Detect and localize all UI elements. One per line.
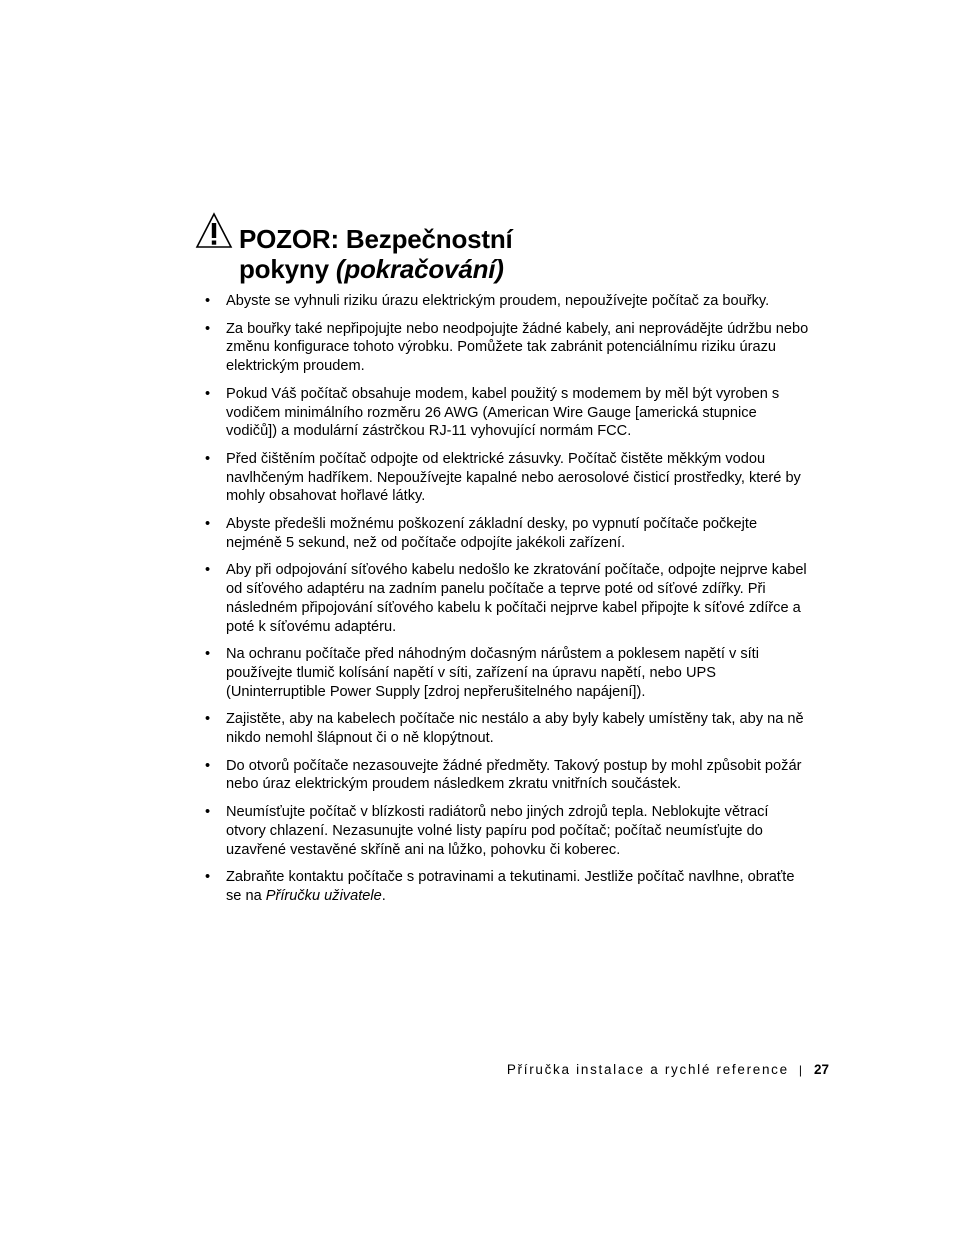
- list-item-text: Abyste se vyhnuli riziku úrazu elektrickým proudem, nepoužívejte počítač za bouřky.: [226, 293, 770, 309]
- list-item-text: Pokud Váš počítač obsahuje modem, kabel použitý s modemem by měl být vyroben s vodičem minimálního rozměru 26 AWG (American Wire Gauge [americká stupnice vodičů]) a modulární zástrčkou RJ-11 vyhovující normám FCC.: [226, 385, 780, 440]
- bullet-icon: •: [205, 804, 211, 821]
- heading-line-2-text: pokyny: [239, 254, 336, 284]
- bullet-icon: •: [205, 757, 211, 774]
- list-item: [205, 515, 810, 552]
- list-item-text: Zajistěte, aby na kabelech počítače nic nestálo a aby byly kabely umístěny tak, aby na ně nikdo nemohl šlápnout či o ně klopýtnout.: [226, 711, 804, 747]
- bullet-icon: •: [205, 646, 211, 663]
- bullet-icon: •: [205, 711, 211, 728]
- safety-instructions-list: [205, 292, 810, 915]
- heading-line-1: POZOR: Bezpečnostní: [239, 224, 513, 254]
- warning-triangle-icon: [195, 212, 233, 250]
- list-item-suffix: .: [381, 887, 386, 904]
- heading-line-2: [239, 254, 513, 284]
- bullet-icon: •: [205, 562, 211, 579]
- list-item: [205, 450, 810, 506]
- list-item-text: Zabraňte kontaktu počítače s potravinami a tekutinami. Jestliže počítač navlhne, obraťte se na: [226, 869, 795, 904]
- page-footer: [507, 1061, 829, 1079]
- list-item: [205, 710, 810, 747]
- manual-reference: Příručku uživatele: [265, 887, 382, 904]
- heading-continuation: (pokračování): [335, 254, 504, 284]
- list-item: [205, 803, 810, 859]
- list-item-text: Abyste předešli možnému poškození základní desky, po vypnutí počítače počkejte nejméně 5 sekund, než od počítače odpojíte jakékoli zařízení.: [226, 516, 758, 551]
- list-item: [205, 320, 810, 376]
- footer-title: Příručka instalace a rychlé reference: [506, 1062, 789, 1077]
- bullet-icon: •: [205, 385, 211, 402]
- bullet-icon: •: [205, 320, 211, 337]
- bullet-icon: •: [205, 869, 211, 886]
- footer-separator: |: [798, 1063, 802, 1077]
- list-item: [205, 868, 810, 905]
- page-number: 27: [813, 1062, 829, 1077]
- section-heading: [239, 224, 513, 284]
- list-item-text: Před čištěním počítač odpojte od elektrické zásuvky. Počítač čistěte měkkým vodou navlhčeným hadříkem. Nepoužívejte kapalné nebo aerosolové čisticí prostředky, které by mohly obsahovat hořlavé látky.: [226, 450, 801, 505]
- list-item-text: Za bouřky také nepřipojujte nebo neodpojujte žádné kabely, ani neprovádějte údržbu nebo změnu konfigurace tohoto výrobku. Pomůžete tak zabránit potenciálnímu riziku úrazu elektrickým proudem.: [226, 320, 809, 375]
- list-item-text: Na ochranu počítače před náhodným dočasným nárůstem a poklesem napětí v síti používejte tlumič kolísání napětí v síti, zařízení na úpravu napětí, nebo UPS (Uninterruptible Power Supply [zdroj nepřerušitelného napájení]).: [226, 646, 759, 700]
- list-item-text: Do otvorů počítače nezasouvejte žádné předměty. Takový postup by mohl způsobit požár nebo úraz elektrickým proudem následkem zkratu vnitřních součástek.: [226, 757, 802, 793]
- list-item: [205, 385, 810, 441]
- list-item: [205, 561, 810, 636]
- list-item-text: Neumísťujte počítač v blízkosti radiátorů nebo jiných zdrojů tepla. Neblokujte větrací otvory chlazení. Nezasunujte volné listy papíru pod počítač; počítač neumísťujte do uzavřené vestavěné skříně ani na lůžko, pohovku či koberec.: [226, 804, 769, 858]
- bullet-icon: •: [205, 516, 211, 533]
- list-item: [205, 645, 810, 701]
- bullet-icon: •: [205, 450, 211, 467]
- bullet-icon: •: [205, 293, 211, 309]
- list-item: [205, 757, 810, 794]
- list-item-text: Aby při odpojování síťového kabelu nedošlo ke zkratování počítače, odpojte nejprve kabel od síťového adaptéru na zadním panelu počítače a teprve poté od síťové zdířky. Při následném připojování síťového kabelu k počítači nejprve kabel připojte k síťové zdířce a poté k síťovému adaptéru.: [226, 562, 807, 635]
- list-item: [205, 292, 810, 311]
